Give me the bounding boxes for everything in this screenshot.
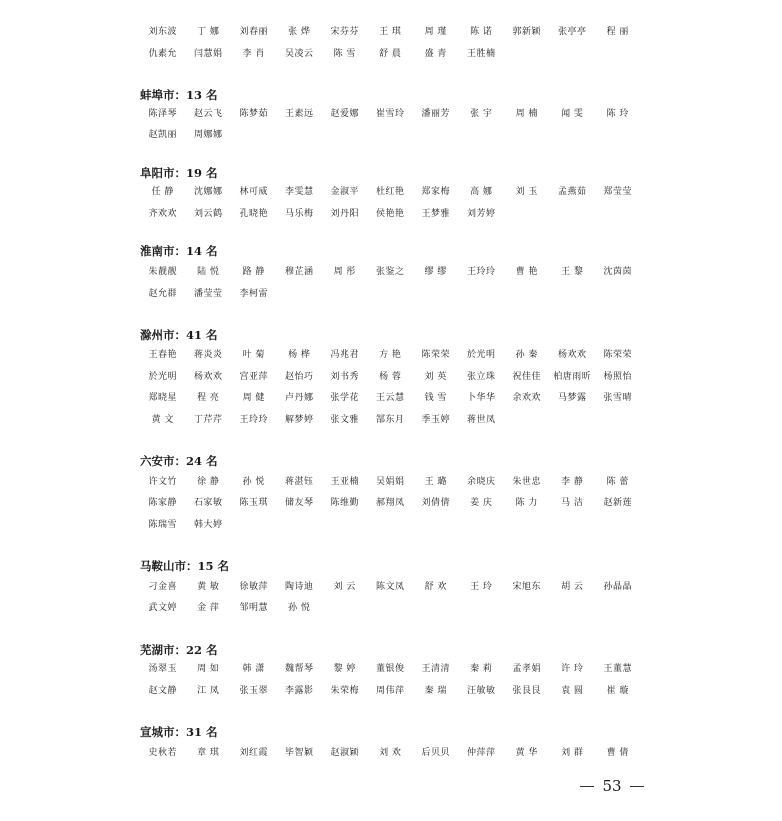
count-label: 15 名 xyxy=(197,559,230,573)
name-row xyxy=(140,368,641,386)
person-name: 李 肖 xyxy=(242,49,265,59)
person-name: 沈茵茵 xyxy=(603,267,632,277)
person-name: 刘红霞 xyxy=(239,748,268,758)
person-name: 孙晶晶 xyxy=(603,582,632,592)
person-name: 刘 玉 xyxy=(515,187,538,197)
person-name: 任 静 xyxy=(151,187,174,197)
person-name: 王 玲 xyxy=(470,582,493,592)
person-name: 陈荣荣 xyxy=(603,350,632,360)
person-name: 卜华华 xyxy=(466,393,496,403)
page-number-dash-right xyxy=(630,786,644,787)
person-name: 张立珠 xyxy=(466,372,496,382)
person-name: 崔 璇 xyxy=(606,686,629,696)
person-name: 孙 悦 xyxy=(242,477,265,487)
person-name: 秦 莉 xyxy=(470,664,493,674)
person-name: 赵淑颖 xyxy=(330,748,359,758)
person-name: 蒋炎炎 xyxy=(193,350,223,360)
city-label: 阜阳市： xyxy=(140,166,186,180)
person-name: 孟孝娟 xyxy=(512,664,541,674)
person-name: 张艮艮 xyxy=(512,686,541,696)
person-name: 於光明 xyxy=(466,350,496,360)
person-name: 金淑平 xyxy=(330,187,359,197)
person-name: 李 静 xyxy=(561,477,584,487)
person-name: 朱世忠 xyxy=(512,477,541,487)
count-label: 24 名 xyxy=(186,454,218,468)
name-row xyxy=(140,346,641,364)
count-label: 31 名 xyxy=(186,725,218,739)
person-name: 徐 静 xyxy=(197,477,220,487)
person-name: 刘春丽 xyxy=(239,27,268,37)
name-row xyxy=(140,411,504,429)
section-title-luan xyxy=(140,453,218,469)
person-name: 杨 蓉 xyxy=(379,372,402,382)
person-name: 仲萍萍 xyxy=(466,748,496,758)
person-name: 缪 缪 xyxy=(424,267,447,277)
name-row xyxy=(140,205,504,223)
section-title-xuancheng xyxy=(140,724,218,740)
person-name: 石家敏 xyxy=(193,498,223,508)
person-name: 储友琴 xyxy=(284,498,314,508)
person-name: 周 瑾 xyxy=(424,27,447,37)
person-name: 周 如 xyxy=(197,664,220,674)
person-name: 宫亚萍 xyxy=(239,372,268,382)
person-name: 朱靓靓 xyxy=(148,267,177,277)
person-name: 陈家静 xyxy=(148,498,177,508)
person-name: 郑莹莹 xyxy=(603,187,632,197)
person-name: 丁 娜 xyxy=(197,27,220,37)
person-name: 赵允群 xyxy=(148,289,177,299)
person-name: 陈维勤 xyxy=(330,498,359,508)
section-title-maanshan xyxy=(140,558,229,574)
person-name: 林可威 xyxy=(239,187,268,197)
person-name: 王胜楠 xyxy=(466,49,496,59)
person-name: 陈 力 xyxy=(515,498,538,508)
person-name: 余欢欢 xyxy=(512,393,541,403)
person-name: 程 丽 xyxy=(606,27,629,37)
person-name: 祝佳佳 xyxy=(512,372,541,382)
person-name: 宋旭东 xyxy=(512,582,541,592)
city-label: 芜湖市： xyxy=(140,643,186,657)
person-name: 陈 诺 xyxy=(470,27,493,37)
person-name: 王玲玲 xyxy=(466,267,496,277)
person-name: 方 艳 xyxy=(379,350,402,360)
name-row xyxy=(140,516,231,534)
person-name: 许 玲 xyxy=(561,664,584,674)
person-name: 秦 瑞 xyxy=(424,686,447,696)
section-title-huainan xyxy=(140,243,218,259)
count-label: 41 名 xyxy=(186,328,218,342)
person-name: 刘 欢 xyxy=(379,748,402,758)
person-name: 仇素允 xyxy=(148,49,177,59)
person-name: 后贝贝 xyxy=(421,748,450,758)
person-name: 刘 云 xyxy=(333,582,356,592)
person-name: 许文竹 xyxy=(148,477,177,487)
person-name: 黎 婷 xyxy=(333,664,356,674)
person-name: 柏唐雨昕 xyxy=(553,372,592,382)
person-name: 赵怡巧 xyxy=(284,372,314,382)
section-title-bengbu xyxy=(140,87,218,103)
person-name: 陈 玲 xyxy=(606,109,629,119)
name-row xyxy=(140,263,641,281)
person-name: 赵云飞 xyxy=(193,109,223,119)
person-name: 魏帮琴 xyxy=(284,664,314,674)
person-name: 杨欢欢 xyxy=(557,350,587,360)
person-name: 杜红艳 xyxy=(375,187,405,197)
person-name: 刘东波 xyxy=(148,27,177,37)
person-name: 李雯慧 xyxy=(284,187,314,197)
person-name: 马梦露 xyxy=(557,393,587,403)
person-name: 余晓庆 xyxy=(466,477,496,487)
person-name: 郜东月 xyxy=(375,415,405,425)
person-name: 江 凤 xyxy=(197,686,220,696)
person-name: 史秋若 xyxy=(148,748,177,758)
page-number-dash-left xyxy=(580,786,594,787)
person-name: 董银俊 xyxy=(375,664,405,674)
city-label: 淮南市： xyxy=(140,244,186,258)
count-label: 22 名 xyxy=(186,643,218,657)
person-name: 孙 悦 xyxy=(288,603,311,613)
person-name: 蒋世凤 xyxy=(466,415,496,425)
person-name: 於光明 xyxy=(148,372,177,382)
person-name: 周 健 xyxy=(242,393,265,403)
person-name: 袁 圆 xyxy=(561,686,584,696)
person-name: 蒋湛钰 xyxy=(284,477,314,487)
name-row xyxy=(140,183,641,201)
section-title-wuhu xyxy=(140,642,218,658)
person-name: 孔晓艳 xyxy=(239,209,268,219)
page-number xyxy=(580,775,644,797)
section-title-chuzhou xyxy=(140,327,218,343)
person-name: 李露影 xyxy=(284,686,314,696)
person-name: 杨 桦 xyxy=(288,350,311,360)
person-name: 张 烨 xyxy=(288,27,311,37)
person-name: 崔雪玲 xyxy=(375,109,405,119)
person-name: 叶 菊 xyxy=(242,350,265,360)
person-name: 陶诗迪 xyxy=(284,582,314,592)
person-name: 刁金喜 xyxy=(148,582,177,592)
person-name: 郑家梅 xyxy=(421,187,450,197)
person-name: 韩大婷 xyxy=(193,520,223,530)
person-name: 张学花 xyxy=(330,393,359,403)
person-name: 盛 青 xyxy=(424,49,447,59)
person-name: 季玉婷 xyxy=(421,415,450,425)
name-row xyxy=(140,45,504,63)
person-name: 刘芳婷 xyxy=(466,209,496,219)
person-name: 侯艳艳 xyxy=(375,209,405,219)
person-name: 赵凯丽 xyxy=(148,130,177,140)
name-row xyxy=(140,744,641,762)
person-name: 武文婷 xyxy=(148,603,177,613)
person-name: 路 静 xyxy=(242,267,265,277)
person-name: 杨照怡 xyxy=(603,372,632,382)
person-name: 张文雅 xyxy=(330,415,359,425)
person-name: 陈梦茹 xyxy=(239,109,268,119)
person-name: 陈泽琴 xyxy=(148,109,177,119)
person-name: 王玲玲 xyxy=(239,415,268,425)
person-name: 金 萍 xyxy=(197,603,220,613)
person-name: 毕智颖 xyxy=(284,748,314,758)
person-name: 王清清 xyxy=(421,664,450,674)
person-name: 刘丹阳 xyxy=(330,209,359,219)
name-row xyxy=(140,599,322,617)
person-name: 王 琪 xyxy=(379,27,402,37)
name-row xyxy=(140,23,641,41)
person-name: 韩 潇 xyxy=(242,664,265,674)
city-label: 宣城市： xyxy=(140,725,186,739)
name-row xyxy=(140,389,641,407)
person-name: 高 娜 xyxy=(470,187,493,197)
person-name: 潘莹莹 xyxy=(193,289,223,299)
person-name: 王董慧 xyxy=(603,664,632,674)
person-name: 郑晓星 xyxy=(148,393,177,403)
count-label: 14 名 xyxy=(186,244,218,258)
person-name: 王素远 xyxy=(284,109,314,119)
person-name: 黄 华 xyxy=(515,748,538,758)
person-name: 汤翠玉 xyxy=(148,664,177,674)
person-name: 赵新莲 xyxy=(603,498,632,508)
name-row xyxy=(140,285,277,303)
city-label: 马鞍山市： xyxy=(140,559,198,573)
person-name: 王云慧 xyxy=(375,393,405,403)
person-name: 杨欢欢 xyxy=(193,372,223,382)
person-name: 周娜娜 xyxy=(193,130,223,140)
person-name: 周伟萍 xyxy=(375,686,405,696)
name-row xyxy=(140,660,641,678)
name-row xyxy=(140,473,641,491)
section-title-fuyang xyxy=(140,165,218,181)
person-name: 闻 雯 xyxy=(561,109,584,119)
name-row xyxy=(140,126,231,144)
person-name: 陆 悦 xyxy=(197,267,220,277)
person-name: 李柯雷 xyxy=(239,289,268,299)
name-row xyxy=(140,578,641,596)
person-name: 刘倩倩 xyxy=(421,498,450,508)
person-name: 黄 敏 xyxy=(197,582,220,592)
person-name: 张玉翠 xyxy=(239,686,268,696)
person-name: 邹明慧 xyxy=(239,603,268,613)
city-label: 蚌埠市： xyxy=(140,88,186,102)
person-name: 舒 晨 xyxy=(379,49,402,59)
person-name: 王 黎 xyxy=(561,267,584,277)
person-name: 王梦雅 xyxy=(421,209,450,219)
person-name: 王 璐 xyxy=(424,477,447,487)
person-name: 程 亮 xyxy=(197,393,220,403)
person-name: 张亭亭 xyxy=(557,27,587,37)
person-name: 马乐梅 xyxy=(284,209,314,219)
person-name: 陈玉琪 xyxy=(239,498,268,508)
person-name: 刘 英 xyxy=(424,372,447,382)
person-name: 周 楠 xyxy=(515,109,538,119)
person-name: 郝翔凤 xyxy=(375,498,405,508)
city-label: 滁州市： xyxy=(140,328,186,342)
person-name: 孙 秦 xyxy=(515,350,538,360)
person-name: 陈瑞雪 xyxy=(148,520,177,530)
person-name: 陈 蕾 xyxy=(606,477,629,487)
person-name: 刘 群 xyxy=(561,748,584,758)
person-name: 姜 庆 xyxy=(470,498,493,508)
person-name: 赵爱娜 xyxy=(330,109,359,119)
person-name: 黄 文 xyxy=(151,415,174,425)
person-name: 马 洁 xyxy=(561,498,584,508)
person-name: 陈荣荣 xyxy=(421,350,450,360)
person-name: 陈 雪 xyxy=(333,49,356,59)
person-name: 孟燕茹 xyxy=(557,187,587,197)
person-name: 周 彤 xyxy=(333,267,356,277)
city-label: 六安市： xyxy=(140,454,186,468)
person-name: 王亚楠 xyxy=(330,477,359,487)
person-name: 章 琪 xyxy=(197,748,220,758)
person-name: 王春艳 xyxy=(148,350,177,360)
page-number-value: 53 xyxy=(602,777,622,795)
person-name: 陈文凤 xyxy=(375,582,405,592)
person-name: 张雪晴 xyxy=(603,393,632,403)
person-name: 吴凌云 xyxy=(284,49,314,59)
count-label: 13 名 xyxy=(186,88,218,102)
name-row xyxy=(140,682,641,700)
person-name: 张 宇 xyxy=(470,109,493,119)
person-name: 宋芬芬 xyxy=(330,27,359,37)
person-name: 刘书秀 xyxy=(330,372,359,382)
person-name: 胡 云 xyxy=(561,582,584,592)
person-name: 刘云鹤 xyxy=(193,209,223,219)
person-name: 沈娜娜 xyxy=(193,187,223,197)
person-name: 闫慧娟 xyxy=(193,49,223,59)
person-name: 卢丹娜 xyxy=(284,393,314,403)
person-name: 解梦婷 xyxy=(284,415,314,425)
person-name: 朱荣梅 xyxy=(330,686,359,696)
person-name: 曹 艳 xyxy=(515,267,538,277)
person-name: 冯兆君 xyxy=(330,350,359,360)
name-row xyxy=(140,105,641,123)
name-row xyxy=(140,494,641,512)
person-name: 曹 倩 xyxy=(606,748,629,758)
person-name: 吴娟娟 xyxy=(375,477,405,487)
person-name: 张鉴之 xyxy=(375,267,405,277)
person-name: 赵文静 xyxy=(148,686,177,696)
person-name: 郭新颖 xyxy=(512,27,541,37)
person-name: 丁芹芹 xyxy=(193,415,223,425)
person-name: 穆芷涵 xyxy=(284,267,314,277)
person-name: 舒 欢 xyxy=(424,582,447,592)
person-name: 潘丽芳 xyxy=(421,109,450,119)
count-label: 19 名 xyxy=(186,166,218,180)
person-name: 汪敏敏 xyxy=(466,686,496,696)
person-name: 徐敏萍 xyxy=(239,582,268,592)
person-name: 钱 雪 xyxy=(424,393,447,403)
person-name: 齐欢欢 xyxy=(148,209,177,219)
